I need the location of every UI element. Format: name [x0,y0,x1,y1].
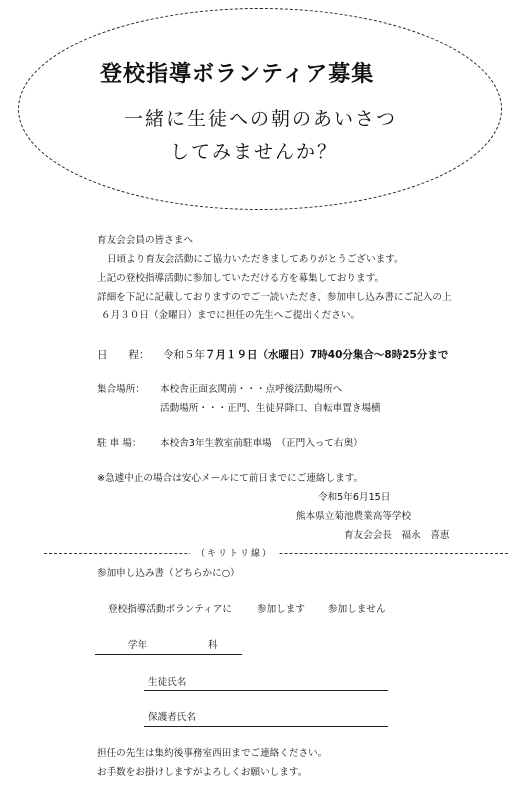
page-title: 登校指導ボランティア募集 [100,62,375,87]
footer-line-1: 担任の先生は集約後事務室西田までご連絡ください。 [97,748,328,759]
schedule-time: 7時40分集合～8時25分まで [310,349,449,361]
intro-line-4: ６月３０日（金曜日）までに担任の先生へご提出ください。 [101,310,361,321]
subtitle-line-1: 一緒に生徒への朝のあいさつ [124,108,398,130]
intro-line-2: 上記の登校指導活動に参加していただける方を募集しております。 [97,273,385,284]
schedule-value [163,347,448,362]
salutation: 育友会会員の皆さまへ [97,235,193,246]
parking-label: 駐 車 場： [97,438,142,449]
guardian-name-label: 保護者氏名 [148,712,196,723]
issue-date: 令和5年6月15日 [318,492,391,503]
intro-line-1: 日頃より育友会活動にご協力いただきましてありがとうございます。 [107,254,404,265]
option-participate[interactable]: 参加します [257,604,305,615]
schedule-date: ７月１９日（水曜日） [205,349,310,361]
guardian-name-field[interactable] [144,726,388,727]
department-label: 科 [208,640,218,651]
association-president: 育友会会長 福永 喜恵 [344,530,450,541]
grade-dept-underline[interactable] [95,654,242,655]
grade-label: 学年 [128,640,148,651]
schedule-year: 令和５年 [163,349,205,361]
school-name: 熊本県立菊池農業高等学校 [296,511,412,522]
cut-line-label: （キリトリ線） [190,546,279,559]
schedule-label: 日 程： [97,349,150,361]
form-title: 参加申し込み書（どちらかに○） [97,568,240,579]
meeting-place-label: 集合場所： [97,384,145,395]
form-question: 登校指導活動ボランティアに [108,604,232,615]
parking-value: 本校舎3年生教室前駐車場 （正門入って右奥） [160,438,363,449]
meeting-place-line-1: 本校舎正面玄関前・・・点呼後活動場所へ [160,384,343,395]
footer-line-2: お手数をお掛けしますがよろしくお願いします。 [97,767,308,778]
student-name-label: 生徒氏名 [148,677,187,688]
student-name-field[interactable] [144,690,388,691]
subtitle-line-2: してみませんか？ [170,141,339,163]
cancellation-notice: ※急遽中止の場合は安心メールにて前日までにご連絡します。 [97,473,364,484]
intro-line-3: 詳細を下記に記載しておりますのでご一読いただき、参加申し込み書にご記入の上 [97,292,452,303]
option-not-participate[interactable]: 参加しません [328,604,386,615]
meeting-place-line-2: 活動場所・・・正門、生徒昇降口、自転車置き場横 [160,403,381,414]
